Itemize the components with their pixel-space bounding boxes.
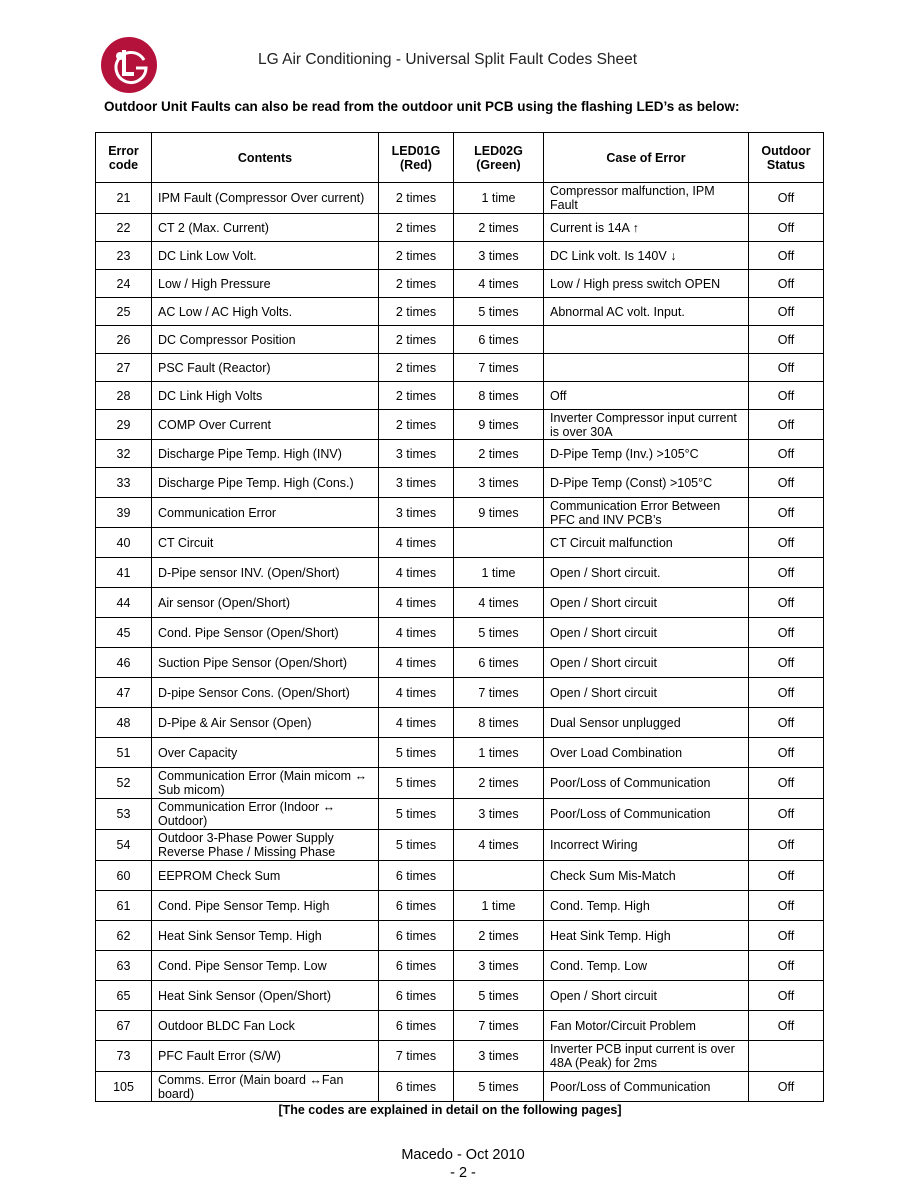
table-row xyxy=(96,648,824,678)
led-red-cell: 7 times xyxy=(379,1041,454,1072)
led-green-cell: 9 times xyxy=(454,498,544,528)
error-code-cell: 60 xyxy=(96,861,152,891)
case-of-error-cell: Compressor malfunction, IPM Fault xyxy=(544,183,749,214)
error-code-cell: 48 xyxy=(96,708,152,738)
table-row xyxy=(96,618,824,648)
led-green-cell: 1 time xyxy=(454,891,544,921)
case-of-error-cell: Open / Short circuit xyxy=(544,618,749,648)
case-of-error-cell: Incorrect Wiring xyxy=(544,830,749,861)
led-green-cell: 1 times xyxy=(454,738,544,768)
table-row xyxy=(96,242,824,270)
led-green-cell: 5 times xyxy=(454,1072,544,1102)
case-of-error-cell: Open / Short circuit. xyxy=(544,558,749,588)
table-row xyxy=(96,558,824,588)
table-row xyxy=(96,981,824,1011)
led-red-cell: 5 times xyxy=(379,738,454,768)
led-red-cell: 2 times xyxy=(379,298,454,326)
contents-cell: Cond. Pipe Sensor Temp. High xyxy=(152,891,379,921)
contents-cell: Communication Error (Main micom ↔ Sub micom) xyxy=(152,768,379,799)
led-red-cell: 4 times xyxy=(379,708,454,738)
led-red-cell: 6 times xyxy=(379,981,454,1011)
error-code-cell: 47 xyxy=(96,678,152,708)
contents-cell: DC Link High Volts xyxy=(152,382,379,410)
outdoor-status-cell: Off xyxy=(749,891,824,921)
error-code-cell: 22 xyxy=(96,214,152,242)
table-row xyxy=(96,830,824,861)
outdoor-status-cell: Off xyxy=(749,648,824,678)
error-code-cell: 26 xyxy=(96,326,152,354)
contents-cell: Heat Sink Sensor (Open/Short) xyxy=(152,981,379,1011)
led-green-cell: 5 times xyxy=(454,618,544,648)
lg-logo-icon xyxy=(100,36,158,94)
case-of-error-cell: Cond. Temp. High xyxy=(544,891,749,921)
contents-cell: Communication Error (Indoor ↔ Outdoor) xyxy=(152,799,379,830)
case-of-error-cell xyxy=(544,354,749,382)
led-red-cell: 6 times xyxy=(379,951,454,981)
led-green-cell: 5 times xyxy=(454,981,544,1011)
led-green-cell: 7 times xyxy=(454,678,544,708)
error-code-cell: 44 xyxy=(96,588,152,618)
table-row xyxy=(96,183,824,214)
footer-page-number: - 2 - xyxy=(450,1165,476,1181)
led-red-cell: 2 times xyxy=(379,214,454,242)
contents-cell: EEPROM Check Sum xyxy=(152,861,379,891)
table-row xyxy=(96,326,824,354)
table-row xyxy=(96,799,824,830)
contents-cell: D-pipe Sensor Cons. (Open/Short) xyxy=(152,678,379,708)
led-red-cell: 4 times xyxy=(379,618,454,648)
error-code-cell: 39 xyxy=(96,498,152,528)
case-of-error-cell: Low / High press switch OPEN xyxy=(544,270,749,298)
footer-author-date: Macedo - Oct 2010 xyxy=(401,1147,525,1163)
error-code-cell: 67 xyxy=(96,1011,152,1041)
outdoor-status-cell: Off xyxy=(749,678,824,708)
column-header: Outdoor Status xyxy=(749,133,824,183)
table-row xyxy=(96,921,824,951)
led-green-cell: 1 time xyxy=(454,183,544,214)
error-code-cell: 29 xyxy=(96,410,152,440)
contents-cell: Comms. Error (Main board ↔Fan board) xyxy=(152,1072,379,1102)
table-row xyxy=(96,410,824,440)
outdoor-status-cell: Off xyxy=(749,861,824,891)
led-green-cell: 3 times xyxy=(454,799,544,830)
error-code-cell: 45 xyxy=(96,618,152,648)
table-row xyxy=(96,708,824,738)
led-red-cell: 2 times xyxy=(379,410,454,440)
contents-cell: DC Link Low Volt. xyxy=(152,242,379,270)
outdoor-status-cell: Off xyxy=(749,588,824,618)
table-row xyxy=(96,891,824,921)
outdoor-status-cell: Off xyxy=(749,951,824,981)
led-red-cell: 4 times xyxy=(379,648,454,678)
page-title: LG Air Conditioning - Universal Split Fault Codes Sheet xyxy=(258,51,638,68)
outdoor-status-cell: Off xyxy=(749,214,824,242)
table-row xyxy=(96,861,824,891)
contents-cell: CT Circuit xyxy=(152,528,379,558)
case-of-error-cell: Heat Sink Temp. High xyxy=(544,921,749,951)
led-red-cell: 6 times xyxy=(379,921,454,951)
contents-cell: D-Pipe sensor INV. (Open/Short) xyxy=(152,558,379,588)
table-row xyxy=(96,588,824,618)
contents-cell: D-Pipe & Air Sensor (Open) xyxy=(152,708,379,738)
table-row xyxy=(96,1041,824,1072)
case-of-error-cell: Cond. Temp. Low xyxy=(544,951,749,981)
column-header: Case of Error xyxy=(544,133,749,183)
outdoor-status-cell: Off xyxy=(749,440,824,468)
led-red-cell: 2 times xyxy=(379,242,454,270)
case-of-error-cell: Open / Short circuit xyxy=(544,678,749,708)
case-of-error-cell: Inverter Compressor input current is over 30A xyxy=(544,410,749,440)
led-red-cell: 3 times xyxy=(379,468,454,498)
contents-cell: CT 2 (Max. Current) xyxy=(152,214,379,242)
led-green-cell: 2 times xyxy=(454,768,544,799)
table-row xyxy=(96,354,824,382)
contents-cell: IPM Fault (Compressor Over current) xyxy=(152,183,379,214)
contents-cell: Cond. Pipe Sensor (Open/Short) xyxy=(152,618,379,648)
error-code-cell: 25 xyxy=(96,298,152,326)
error-code-cell: 63 xyxy=(96,951,152,981)
outdoor-status-cell: Off xyxy=(749,354,824,382)
contents-cell: Discharge Pipe Temp. High (INV) xyxy=(152,440,379,468)
table-row xyxy=(96,440,824,468)
contents-cell: Communication Error xyxy=(152,498,379,528)
error-code-cell: 105 xyxy=(96,1072,152,1102)
led-red-cell: 4 times xyxy=(379,588,454,618)
outdoor-status-cell: Off xyxy=(749,468,824,498)
table-row xyxy=(96,468,824,498)
led-red-cell: 3 times xyxy=(379,440,454,468)
led-red-cell: 3 times xyxy=(379,498,454,528)
outdoor-status-cell: Off xyxy=(749,708,824,738)
case-of-error-cell: Check Sum Mis-Match xyxy=(544,861,749,891)
case-of-error-cell: Fan Motor/Circuit Problem xyxy=(544,1011,749,1041)
contents-cell: Air sensor (Open/Short) xyxy=(152,588,379,618)
table-row xyxy=(96,1072,824,1102)
contents-cell: PFC Fault Error (S/W) xyxy=(152,1041,379,1072)
error-code-cell: 23 xyxy=(96,242,152,270)
led-red-cell: 4 times xyxy=(379,558,454,588)
led-red-cell: 6 times xyxy=(379,861,454,891)
contents-cell: COMP Over Current xyxy=(152,410,379,440)
case-of-error-cell xyxy=(544,326,749,354)
contents-cell: Discharge Pipe Temp. High (Cons.) xyxy=(152,468,379,498)
led-green-cell: 2 times xyxy=(454,921,544,951)
table-row xyxy=(96,528,824,558)
column-header: LED01G (Red) xyxy=(379,133,454,183)
contents-cell: AC Low / AC High Volts. xyxy=(152,298,379,326)
table-body xyxy=(96,183,824,1102)
error-code-cell: 54 xyxy=(96,830,152,861)
led-green-cell: 2 times xyxy=(454,214,544,242)
case-of-error-cell: Poor/Loss of Communication xyxy=(544,1072,749,1102)
led-green-cell: 9 times xyxy=(454,410,544,440)
error-code-cell: 52 xyxy=(96,768,152,799)
led-green-cell: 5 times xyxy=(454,298,544,326)
table-row xyxy=(96,738,824,768)
led-red-cell: 6 times xyxy=(379,1011,454,1041)
table-row xyxy=(96,951,824,981)
led-green-cell: 3 times xyxy=(454,1041,544,1072)
case-of-error-cell: CT Circuit malfunction xyxy=(544,528,749,558)
case-of-error-cell: Poor/Loss of Communication xyxy=(544,799,749,830)
case-of-error-cell: Current is 14A ↑ xyxy=(544,214,749,242)
fault-codes-table xyxy=(95,132,824,1102)
table-row xyxy=(96,1011,824,1041)
led-red-cell: 4 times xyxy=(379,528,454,558)
contents-cell: Outdoor BLDC Fan Lock xyxy=(152,1011,379,1041)
outdoor-status-cell: Off xyxy=(749,410,824,440)
outdoor-status-cell: Off xyxy=(749,382,824,410)
error-code-cell: 61 xyxy=(96,891,152,921)
outdoor-status-cell: Off xyxy=(749,981,824,1011)
led-green-cell: 6 times xyxy=(454,648,544,678)
outdoor-status-cell: Off xyxy=(749,768,824,799)
outdoor-status-cell: Off xyxy=(749,799,824,830)
outdoor-status-cell: Off xyxy=(749,270,824,298)
column-header: LED02G (Green) xyxy=(454,133,544,183)
contents-cell: Low / High Pressure xyxy=(152,270,379,298)
case-of-error-cell: Over Load Combination xyxy=(544,738,749,768)
led-red-cell: 6 times xyxy=(379,1072,454,1102)
error-code-cell: 65 xyxy=(96,981,152,1011)
led-red-cell: 5 times xyxy=(379,799,454,830)
led-red-cell: 4 times xyxy=(379,678,454,708)
outdoor-status-cell xyxy=(749,1041,824,1072)
error-code-cell: 53 xyxy=(96,799,152,830)
outdoor-status-cell: Off xyxy=(749,618,824,648)
contents-cell: PSC Fault (Reactor) xyxy=(152,354,379,382)
outdoor-status-cell: Off xyxy=(749,1072,824,1102)
led-green-cell xyxy=(454,528,544,558)
error-code-cell: 32 xyxy=(96,440,152,468)
led-green-cell: 4 times xyxy=(454,830,544,861)
table-row xyxy=(96,382,824,410)
led-red-cell: 2 times xyxy=(379,354,454,382)
led-red-cell: 6 times xyxy=(379,891,454,921)
led-green-cell: 3 times xyxy=(454,242,544,270)
led-green-cell: 4 times xyxy=(454,270,544,298)
column-header: Error code xyxy=(96,133,152,183)
led-red-cell: 2 times xyxy=(379,382,454,410)
table-row xyxy=(96,270,824,298)
led-green-cell: 3 times xyxy=(454,468,544,498)
led-green-cell: 3 times xyxy=(454,951,544,981)
case-of-error-cell: Off xyxy=(544,382,749,410)
outdoor-status-cell: Off xyxy=(749,830,824,861)
outdoor-status-cell: Off xyxy=(749,326,824,354)
led-green-cell: 8 times xyxy=(454,708,544,738)
led-red-cell: 2 times xyxy=(379,326,454,354)
case-of-error-cell: Poor/Loss of Communication xyxy=(544,768,749,799)
table-row xyxy=(96,298,824,326)
contents-cell: Over Capacity xyxy=(152,738,379,768)
table-header-row xyxy=(96,133,824,183)
led-green-cell xyxy=(454,861,544,891)
error-code-cell: 46 xyxy=(96,648,152,678)
outdoor-status-cell: Off xyxy=(749,298,824,326)
outdoor-status-cell: Off xyxy=(749,498,824,528)
case-of-error-cell: Abnormal AC volt. Input. xyxy=(544,298,749,326)
table-row xyxy=(96,768,824,799)
error-code-cell: 73 xyxy=(96,1041,152,1072)
outdoor-status-cell: Off xyxy=(749,183,824,214)
case-of-error-cell: Open / Short circuit xyxy=(544,648,749,678)
outdoor-status-cell: Off xyxy=(749,921,824,951)
case-of-error-cell: D-Pipe Temp (Inv.) >105°C xyxy=(544,440,749,468)
footnote: [The codes are explained in detail on the following pages] xyxy=(278,1103,622,1117)
case-of-error-cell: Dual Sensor unplugged xyxy=(544,708,749,738)
led-red-cell: 2 times xyxy=(379,270,454,298)
case-of-error-cell: Open / Short circuit xyxy=(544,981,749,1011)
led-green-cell: 7 times xyxy=(454,1011,544,1041)
case-of-error-cell: Inverter PCB input current is over 48A (Peak) for 2ms xyxy=(544,1041,749,1072)
case-of-error-cell: Open / Short circuit xyxy=(544,588,749,618)
column-header: Contents xyxy=(152,133,379,183)
error-code-cell: 41 xyxy=(96,558,152,588)
led-green-cell: 2 times xyxy=(454,440,544,468)
table-row xyxy=(96,678,824,708)
table-row xyxy=(96,214,824,242)
case-of-error-cell: D-Pipe Temp (Const) >105°C xyxy=(544,468,749,498)
error-code-cell: 33 xyxy=(96,468,152,498)
led-red-cell: 2 times xyxy=(379,183,454,214)
led-green-cell: 1 time xyxy=(454,558,544,588)
error-code-cell: 27 xyxy=(96,354,152,382)
outdoor-status-cell: Off xyxy=(749,528,824,558)
error-code-cell: 24 xyxy=(96,270,152,298)
intro-text: Outdoor Unit Faults can also be read from the outdoor unit PCB using the flashing LED’s as below: xyxy=(104,99,740,114)
led-green-cell: 6 times xyxy=(454,326,544,354)
contents-cell: DC Compressor Position xyxy=(152,326,379,354)
led-green-cell: 8 times xyxy=(454,382,544,410)
contents-cell: Outdoor 3-Phase Power Supply Reverse Phase / Missing Phase xyxy=(152,830,379,861)
error-code-cell: 21 xyxy=(96,183,152,214)
contents-cell: Heat Sink Sensor Temp. High xyxy=(152,921,379,951)
outdoor-status-cell: Off xyxy=(749,1011,824,1041)
led-red-cell: 5 times xyxy=(379,830,454,861)
outdoor-status-cell: Off xyxy=(749,242,824,270)
table-row xyxy=(96,498,824,528)
contents-cell: Suction Pipe Sensor (Open/Short) xyxy=(152,648,379,678)
error-code-cell: 40 xyxy=(96,528,152,558)
case-of-error-cell: DC Link volt. Is 140V ↓ xyxy=(544,242,749,270)
case-of-error-cell: Communication Error Between PFC and INV PCB’s xyxy=(544,498,749,528)
led-green-cell: 4 times xyxy=(454,588,544,618)
led-green-cell: 7 times xyxy=(454,354,544,382)
outdoor-status-cell: Off xyxy=(749,738,824,768)
error-code-cell: 62 xyxy=(96,921,152,951)
error-code-cell: 28 xyxy=(96,382,152,410)
outdoor-status-cell: Off xyxy=(749,558,824,588)
error-code-cell: 51 xyxy=(96,738,152,768)
led-red-cell: 5 times xyxy=(379,768,454,799)
contents-cell: Cond. Pipe Sensor Temp. Low xyxy=(152,951,379,981)
